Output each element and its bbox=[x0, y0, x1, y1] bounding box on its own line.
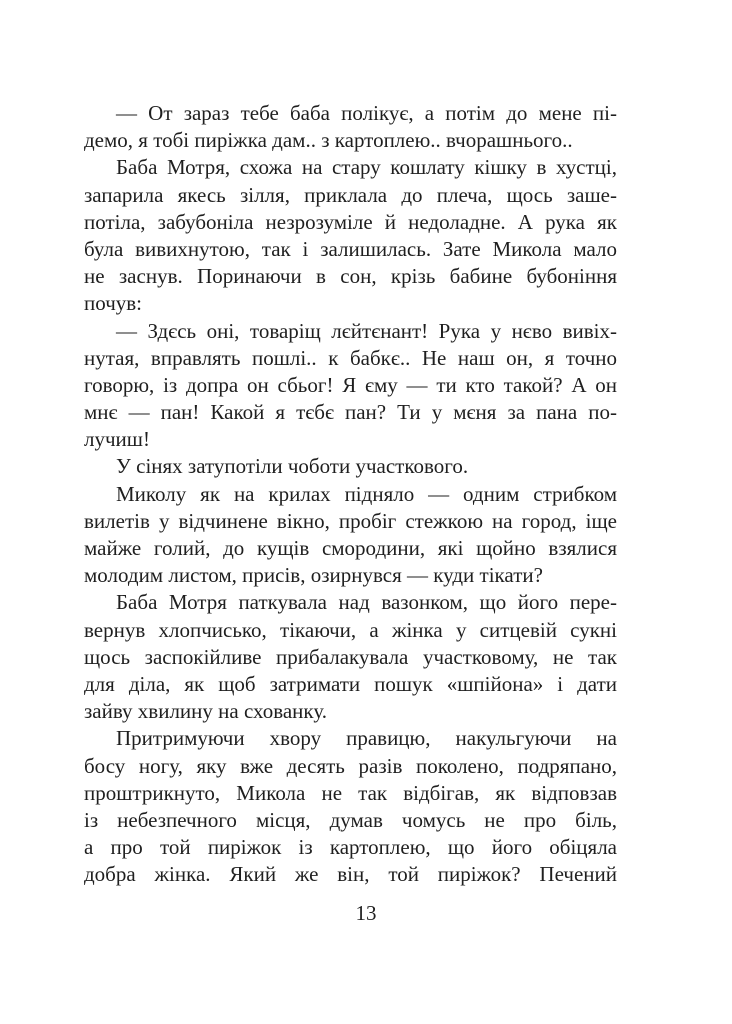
text-line: почув: bbox=[84, 291, 143, 316]
text-line: майже голий, до кущів смородини, які щойно взялися bbox=[84, 536, 617, 560]
page-number: 13 bbox=[355, 901, 377, 925]
text-line: Баба Мотря паткувала над вазонком, що його пере- bbox=[116, 590, 617, 615]
text-line: нутая, вправлять пошлі.. к бабкє.. Не наш он, я точно bbox=[84, 345, 617, 370]
text-line: вернув хлопчисько, тікаючи, а жінка у ситцевій сукні bbox=[84, 617, 617, 642]
text-line: мнє — пан! Какой я тєбє пан? Ти у мєня за пана по- bbox=[84, 400, 617, 425]
text-line: для діла, як щоб затримати пошук «шпійона» і дати bbox=[84, 671, 617, 696]
text-line: не заснув. Поринаючи в сон, крізь бабине бубоніння bbox=[84, 264, 617, 289]
text-line: У сінях затупотіли чоботи участкового. bbox=[116, 454, 469, 479]
text-line: запарила якесь зілля, приклала до плеча, щось заше- bbox=[84, 182, 617, 207]
text-line: говорю, із допра он сбьог! Я єму — ти кто такой? А он bbox=[84, 372, 617, 397]
text-line: із небезпечного місця, думав чомусь не про біль, bbox=[84, 807, 617, 832]
text-line: зайву хвилину на схованку. bbox=[84, 699, 327, 724]
text-line: демо, я тобі пиріжка дам.. з картоплею.. вчорашнього.. bbox=[84, 128, 573, 153]
text-line: була вивихнутою, так і залишилась. Зате Микола мало bbox=[84, 236, 617, 261]
text-line: лучиш! bbox=[84, 427, 150, 452]
text-line: проштрикнуто, Микола не так відбігав, як відповзав bbox=[84, 780, 617, 805]
text-line: — От зараз тебе баба полікує, а потім до мене пі- bbox=[116, 101, 617, 125]
text-line: а про той пиріжок із картоплею, що його обіцяла bbox=[84, 835, 617, 860]
text-line: молодим листом, присів, озирнувся — куди тікати? bbox=[84, 563, 543, 588]
text-line: Миколу як на крилах підняло — одним стрибком bbox=[116, 481, 617, 506]
text-line: щось заспокійливе прибалакувала участковому, не так bbox=[84, 644, 617, 669]
body-text bbox=[84, 100, 617, 888]
text-line: вилетів у відчинене вікно, пробіг стежкою на город, іще bbox=[84, 508, 617, 533]
text-line: босу ногу, яку вже десять разів поколено, подряпано, bbox=[84, 753, 617, 778]
text-line: — Здєсь оні, товаріщ лєйтєнант! Рука у нєво вивіх- bbox=[116, 318, 617, 343]
text-line: добра жінка. Який же він, той пиріжок? Печений bbox=[84, 862, 617, 887]
text-line: Баба Мотря, схожа на стару кошлату кішку в хустці, bbox=[116, 155, 617, 180]
text-line: потіла, забубоніла незрозуміле й недоладне. А рука як bbox=[84, 209, 617, 234]
text-line: Притримуючи хвору правицю, накульгуючи на bbox=[116, 726, 617, 751]
